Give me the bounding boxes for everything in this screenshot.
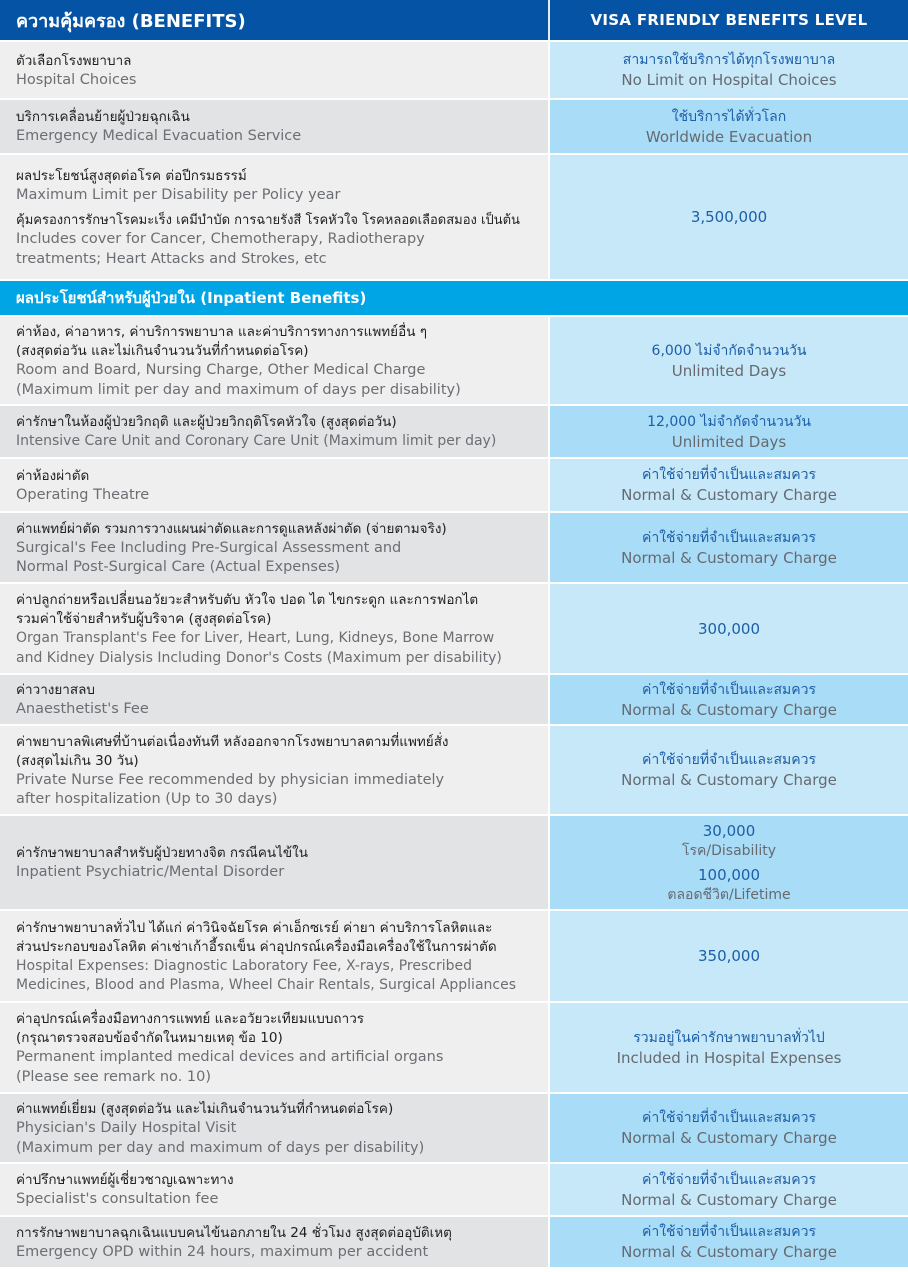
benefit-thai: (สงสุดต่อวัน และไม่เกินจำนวนวันที่กำหนดต่อโรค)	[16, 343, 309, 359]
benefit-english: after hospitalization (Up to 30 days)	[16, 791, 278, 807]
benefit-value	[550, 911, 908, 1001]
benefit-thai: ผลประโยชน์สูงสุดต่อโรค ต่อปีกรมธรรม์	[16, 167, 247, 184]
benefit-description	[0, 816, 550, 909]
benefit-thai: ค่าแพทย์เยี่ยม (สูงสุดต่อวัน และไม่เกินจำนวนวันที่กำหนดต่อโรค)	[16, 1101, 394, 1117]
value-thai: ค่าใช้จ่ายที่จำเป็นและสมควร	[641, 1224, 816, 1240]
benefit-english: Emergency OPD within 24 hours, maximum per accident	[16, 1243, 429, 1260]
value-thai: รวมอยู่ในค่ารักษาพยาบาลทั่วไป	[633, 1029, 825, 1046]
value-amount: 350,000	[697, 947, 761, 965]
table-row-physician-visit	[0, 1094, 908, 1164]
benefit-value	[550, 1164, 908, 1215]
benefit-value	[550, 155, 908, 279]
benefit-description	[0, 155, 550, 279]
benefit-english: Intensive Care Unit and Coronary Care Unit (Maximum limit per day)	[16, 433, 497, 450]
benefit-value	[550, 1094, 908, 1162]
benefit-description	[0, 1164, 550, 1215]
benefit-value	[550, 459, 908, 511]
value-english: Normal & Customary Charge	[621, 548, 837, 567]
benefit-english: Room and Board, Nursing Charge, Other Medical Charge	[16, 362, 426, 378]
table-row-evacuation	[0, 100, 908, 155]
section-header-inpatient: ผลประโยชน์สำหรับผู้ป่วยใน (Inpatient Benefits)	[0, 281, 908, 315]
benefit-english: Physician's Daily Hospital Visit	[16, 1120, 237, 1136]
benefit-value	[550, 406, 908, 457]
benefit-english: Emergency Medical Evacuation Service	[16, 128, 302, 145]
benefit-english: Operating Theatre	[16, 486, 150, 503]
value-english: Unlimited Days	[671, 432, 787, 451]
benefit-thai: ค่าวางยาสลบ	[16, 682, 95, 699]
benefit-description	[0, 584, 550, 673]
benefit-thai: (กรุณาตรวจสอบข้อจำกัดในหมายเหตุ ข้อ 10)	[16, 1030, 283, 1046]
benefit-description	[0, 726, 550, 814]
value-english: Normal & Customary Charge	[621, 771, 837, 789]
value-amount: 300,000	[697, 619, 761, 638]
benefit-description	[0, 513, 550, 582]
benefit-description	[0, 317, 550, 404]
benefit-value	[550, 1217, 908, 1267]
benefit-english: Permanent implanted medical devices and artificial organs	[16, 1049, 444, 1065]
benefit-english: Inpatient Psychiatric/Mental Disorder	[16, 864, 285, 881]
benefit-english: Normal Post-Surgical Care (Actual Expenses)	[16, 559, 341, 575]
benefit-thai: ตัวเลือกโรงพยาบาล	[16, 52, 132, 69]
value-label-lifetime: ตลอดชีวิต/Lifetime	[667, 886, 791, 903]
value-thai: ค่าใช้จ่ายที่จำเป็นและสมควร	[641, 1110, 816, 1126]
benefit-english: Surgical's Fee Including Pre-Surgical Assessment and	[16, 539, 402, 556]
benefit-description	[0, 42, 550, 98]
table-row-private-nurse	[0, 726, 908, 816]
value-english: Included in Hospital Expenses	[616, 1048, 842, 1067]
benefit-description	[0, 1003, 550, 1092]
benefit-value	[550, 584, 908, 673]
value-english: Normal & Customary Charge	[621, 1243, 837, 1261]
benefit-description	[0, 100, 550, 153]
table-row-specialist-consultation	[0, 1164, 908, 1217]
benefit-thai: (สงสุดไม่เกิน 30 วัน)	[16, 752, 139, 769]
benefit-thai: บริการเคลื่อนย้ายผู้ป่วยฉุกเฉิน	[16, 109, 190, 126]
benefit-english: Specialist's consultation fee	[16, 1191, 219, 1208]
benefit-value	[550, 816, 908, 909]
table-row-icu	[0, 406, 908, 459]
value-thai: ค่าใช้จ่ายที่จำเป็นและสมควร	[641, 467, 816, 483]
value-english: Normal & Customary Charge	[621, 1190, 837, 1209]
table-row-psychiatric	[0, 816, 908, 911]
benefit-description	[0, 1094, 550, 1162]
benefit-thai: ค่าอุปกรณ์เครื่องมือทางการแพทย์ และอวัยวะเทียมแบบถาวร	[16, 1011, 365, 1027]
table-row-hospital-choices	[0, 42, 908, 100]
benefit-description	[0, 406, 550, 457]
benefits-level-column-header: VISA FRIENDLY BENEFITS LEVEL	[590, 11, 868, 29]
benefit-thai: ค่าห้องผ่าตัด	[16, 467, 90, 484]
table-row-medical-devices	[0, 1003, 908, 1094]
benefit-english: Hospital Choices	[16, 71, 137, 88]
value-english: Normal & Customary Charge	[621, 700, 837, 719]
benefit-english: (Maximum limit per day and maximum of days per disability)	[16, 381, 461, 398]
value-thai: 6,000 ไม่จำกัดจำนวนวัน	[651, 342, 807, 359]
benefit-thai: ค่าห้อง, ค่าอาหาร, ค่าบริการพยาบาล และค่าบริการทางการแพทย์อื่น ๆ	[16, 324, 427, 340]
value-amount: 3,500,000	[690, 208, 768, 226]
value-amount-lifetime: 100,000	[697, 865, 761, 884]
benefit-thai: ค่ารักษาในห้องผู้ป่วยวิกฤติ และผู้ป่วยวิกฤติโรคหัวใจ (สูงสุดต่อวัน)	[16, 414, 397, 431]
benefit-value	[550, 726, 908, 814]
value-thai: ค่าใช้จ่ายที่จำเป็นและสมควร	[641, 1171, 816, 1188]
benefit-english: Anaesthetist's Fee	[16, 701, 149, 718]
benefit-english: Hospital Expenses: Diagnostic Laboratory Fee, X-rays, Prescribed	[16, 957, 473, 974]
value-thai: ใช้บริการได้ทั่วโลก	[671, 108, 787, 125]
benefit-thai: ส่วนประกอบของโลหิต ค่าเช่าเก้าอี้รถเข็น ค่าอุปกรณ์เครื่องมือเครื่องใช้ในการผ่าตัด	[16, 938, 497, 955]
benefit-english: Organ Transplant's Fee for Liver, Heart, Lung, Kidneys, Bone Marrow	[16, 630, 495, 646]
value-thai: ค่าใช้จ่ายที่จำเป็นและสมควร	[641, 752, 816, 768]
value-thai: 12,000 ไม่จำกัดจำนวนวัน	[647, 413, 811, 430]
value-thai: สามารถใช้บริการได้ทุกโรงพยาบาล	[622, 52, 836, 68]
value-thai: ค่าใช้จ่ายที่จำเป็นและสมควร	[641, 681, 816, 698]
coverage-note-english: treatments; Heart Attacks and Strokes, etc	[16, 250, 327, 267]
table-row-maximum-limit	[0, 155, 908, 281]
table-row-room-and-board	[0, 317, 908, 406]
benefit-value	[550, 513, 908, 582]
value-english: Normal & Customary Charge	[621, 486, 837, 504]
benefits-column-header: ความคุ้มครอง (BENEFITS)	[0, 0, 550, 40]
value-english: Normal & Customary Charge	[621, 1129, 837, 1147]
coverage-note-thai: คุ้มครองการรักษาโรคมะเร็ง เคมีบำบัด การฉายรังสี โรคหัวใจ โรคหลอดเลือดสมอง เป็นต้น	[16, 213, 520, 229]
benefit-english: and Kidney Dialysis Including Donor's Costs (Maximum per disability)	[16, 649, 502, 666]
benefit-thai: ค่าปลูกถ่ายหรือเปลี่ยนอวัยวะสำหรับตับ หัวใจ ปอด ไต ไขกระดูก และการฟอกไต	[16, 592, 479, 608]
benefit-value	[550, 317, 908, 404]
value-english: No Limit on Hospital Choices	[621, 71, 837, 89]
benefit-description	[0, 1217, 550, 1267]
benefit-thai: ค่ารักษาพยาบาลสำหรับผู้ป่วยทางจิต กรณีคนไข้ใน	[16, 845, 308, 862]
benefit-value	[550, 100, 908, 153]
value-amount-disability: 30,000	[702, 821, 756, 840]
value-label-disability: โรค/Disability	[682, 842, 776, 859]
table-row-operating-theatre	[0, 459, 908, 513]
value-english: Worldwide Evacuation	[645, 127, 813, 146]
coverage-note-english: Includes cover for Cancer, Chemotherapy, Radiotherapy	[16, 231, 425, 248]
benefit-english: Medicines, Blood and Plasma, Wheel Chair Rentals, Surgical Appliances	[16, 977, 517, 993]
table-row-surgical-fee	[0, 513, 908, 584]
benefit-thai: ค่ารักษาพยาบาลทั่วไป ได้แก่ ค่าวินิจฉัยโรค ค่าเอ็กซเรย์ ค่ายา ค่าบริการโลหิตและ	[16, 919, 493, 936]
benefit-thai: รวมค่าใช้จ่ายสำหรับผู้บริจาค (สูงสุดต่อโรค)	[16, 611, 272, 627]
benefit-thai: ค่าแพทย์ผ่าตัด รวมการวางแผนผ่าตัดและการดูแลหลังผ่าตัด (จ่ายตามจริง)	[16, 520, 447, 537]
value-english: Unlimited Days	[671, 361, 787, 380]
benefit-english: Private Nurse Fee recommended by physician immediately	[16, 771, 445, 788]
benefit-thai: ค่าพยาบาลพิเศษที่บ้านต่อเนื่องทันที หลังออกจากโรงพยาบาลตามที่แพทย์สั่ง	[16, 733, 449, 750]
benefit-description	[0, 675, 550, 724]
benefit-value	[550, 675, 908, 724]
benefit-value	[550, 42, 908, 98]
benefit-thai: การรักษาพยาบาลฉุกเฉินแบบคนไข้นอกภายใน 24 ชั่วโมง สูงสุดต่ออุบัติเหตุ	[16, 1224, 452, 1241]
benefit-thai: ค่าปรึกษาแพทย์ผู้เชี่ยวชาญเฉพาะทาง	[16, 1172, 234, 1189]
benefit-description	[0, 911, 550, 1001]
benefit-description	[0, 459, 550, 511]
benefit-english: (Please see remark no. 10)	[16, 1068, 211, 1085]
benefit-english: (Maximum per day and maximum of days per disability)	[16, 1139, 425, 1156]
table-row-hospital-expenses	[0, 911, 908, 1003]
table-row-emergency-opd	[0, 1217, 908, 1269]
table-row-anaesthetist	[0, 675, 908, 726]
value-thai: ค่าใช้จ่ายที่จำเป็นและสมควร	[641, 529, 816, 546]
benefit-value	[550, 1003, 908, 1092]
table-row-organ-transplant	[0, 584, 908, 675]
table-header	[0, 0, 908, 42]
benefit-english: Maximum Limit per Disability per Policy year	[16, 186, 341, 203]
